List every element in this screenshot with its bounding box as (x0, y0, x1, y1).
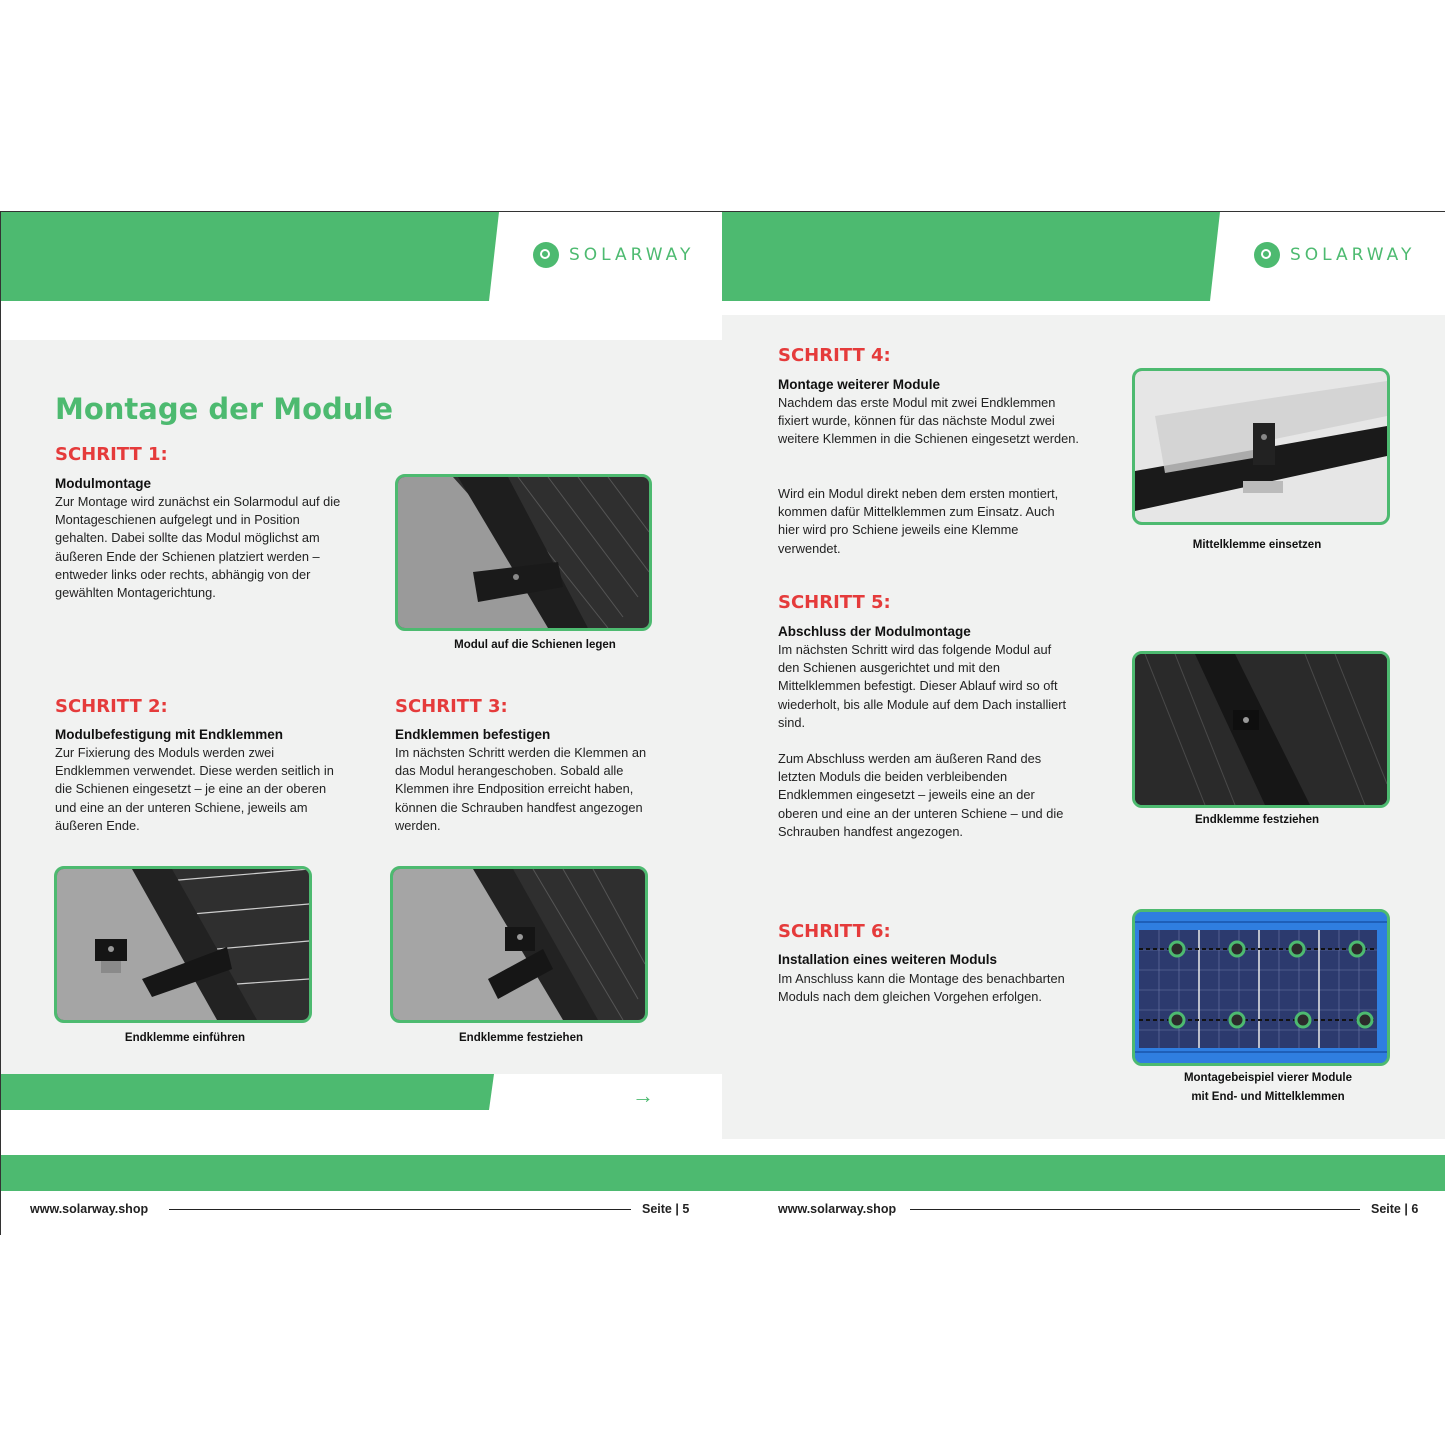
step-5-label: SCHRITT 5: (778, 592, 891, 613)
step-5-text-2: Zum Abschluss werden am äußeren Rand des letzten Moduls die beiden verbleibenden Endklemmen eingesetzt – jeweils eine an der oberen und eine an der unteren Schiene – und die Schrauben handfest angezogen. (778, 751, 1064, 839)
end-clamp-insert-illustration (57, 869, 309, 1020)
brochure-spread (0, 211, 1445, 1235)
step-3-label: SCHRITT 3: (395, 696, 508, 717)
step-2-caption: Endklemme einführen (124, 1032, 246, 1044)
sun-icon (1254, 242, 1280, 268)
end-clamp-tighten-illustration (393, 869, 645, 1020)
page-number: Seite | 5 (642, 1202, 690, 1216)
step-4-text-1: Nachdem das erste Modul mit zwei Endklemmen fixiert wurde, können für das nächste Modul zwei weitere Klemmen in die Schienen eingesetzt werden. (778, 395, 1079, 447)
step-5-text-1: Im nächsten Schritt wird das folgende Modul auf den Schienen ausgerichtet und mit den Mittelklemmen befestigt. Dieser Ablauf wird so oft wiederholt, bis alle Module auf dem Dach installiert sind. (778, 642, 1067, 730)
step-1-caption: Modul auf die Schienen legen (454, 639, 616, 651)
step-4-subtitle: Montage weiterer Module (778, 377, 941, 392)
sun-icon (533, 242, 559, 268)
module-on-rail-illustration (398, 477, 649, 628)
footer-band (722, 1155, 1445, 1191)
step-3-text: Im nächsten Schritt werden die Klemmen an das Modul herangeschoben. Sobald alle Klemmen ihre Endposition erreicht haben, können die Schrauben handfest angezogen werden. (395, 745, 647, 833)
step-6-text: Im Anschluss kann die Montage des benachbarten Moduls nach dem gleichen Vorgehen erfolgen. (778, 971, 1065, 1005)
step-2-image (54, 866, 312, 1023)
step-4-label: SCHRITT 4: (778, 345, 891, 366)
step-5-subtitle: Abschluss der Modulmontage (778, 624, 971, 639)
page-title: Montage der Module (55, 392, 394, 426)
footer (1, 1202, 722, 1232)
footer-url[interactable]: www.solarway.shop (30, 1202, 149, 1216)
step-4-text-2: Wird ein Modul direkt neben dem ersten montiert, kommen dafür Mittelklemmen zum Einsatz. Auch hier wird pro Schiene jeweils eine Klemme verwendet. (778, 486, 1059, 556)
end-clamp-tighten-illustration (1135, 654, 1387, 805)
step-6-label: SCHRITT 6: (778, 921, 891, 942)
page-right (722, 211, 1445, 1235)
page-left (0, 211, 722, 1235)
step-3-caption: Endklemme festziehen (459, 1032, 583, 1044)
step-6-caption-line-2: mit End- und Mittelklemmen (1191, 1091, 1345, 1103)
step-1-image (395, 474, 652, 631)
brand-logo: SOLARWAY (533, 242, 694, 268)
brand-logo: SOLARWAY (1254, 242, 1415, 268)
step-2-text: Zur Fixierung des Moduls werden zwei Endklemmen verwendet. Diese werden seitlich in die Schienen eingesetzt – je eine an der oberen und eine an der unteren Schiene, jeweils am äußeren Ende. (55, 745, 334, 833)
step-1-label: SCHRITT 1: (55, 444, 168, 465)
footer-divider (169, 1209, 631, 1210)
step-5-image (1132, 651, 1390, 808)
step-6-caption (1142, 1069, 1394, 1107)
step-2-subtitle: Modulbefestigung mit Endklemmen (55, 727, 284, 742)
step-3-image (390, 866, 648, 1023)
footer-url[interactable]: www.solarway.shop (778, 1202, 897, 1216)
footer-divider (910, 1209, 1360, 1210)
footer-band (1, 1155, 722, 1191)
four-modules-illustration (1135, 912, 1387, 1063)
step-6-subtitle: Installation eines weiteren Moduls (778, 952, 998, 967)
step-6-caption-line-1: Montagebeispiel vierer Module (1183, 1072, 1353, 1084)
mid-clamp-insert-illustration (1135, 371, 1387, 522)
lower-band (1, 1074, 722, 1111)
step-4-image (1132, 368, 1390, 525)
step-1-subtitle: Modulmontage (55, 476, 151, 491)
step-1-text: Zur Montage wird zunächst ein Solarmodul auf die Montageschienen aufgelegt und in Position gehalten. Dabei sollte das Modul möglichst am äußeren Ende der Schienen platziert werden – entweder links oder rechts, abhängig von der gewählten Montagerichtung. (55, 494, 341, 601)
footer (722, 1202, 1445, 1232)
next-page-arrow-icon[interactable]: → (632, 1083, 654, 1108)
step-4-caption: Mittelklemme einsetzen (1192, 539, 1322, 551)
page-number: Seite | 6 (1371, 1202, 1419, 1216)
step-5-caption: Endklemme festziehen (1195, 814, 1319, 826)
step-6-image (1132, 909, 1390, 1066)
step-2-label: SCHRITT 2: (55, 696, 168, 717)
step-3-subtitle: Endklemmen befestigen (395, 727, 551, 742)
